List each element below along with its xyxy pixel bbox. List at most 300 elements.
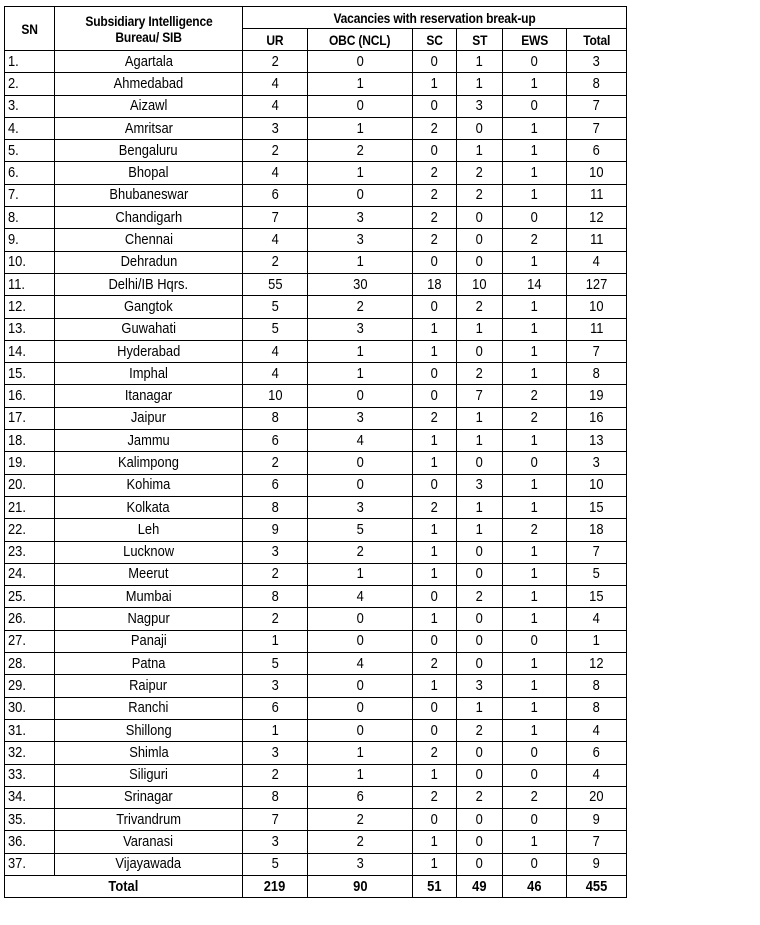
st-cell: 0 bbox=[457, 117, 503, 139]
sc-cell: 0 bbox=[413, 51, 457, 73]
obc-cell: 0 bbox=[308, 385, 413, 407]
ews-cell: 1 bbox=[503, 318, 567, 340]
ews-cell: 0 bbox=[503, 853, 567, 875]
total-cell: 10 bbox=[567, 474, 627, 496]
table-row bbox=[5, 474, 627, 496]
ur-cell: 4 bbox=[243, 340, 308, 362]
ews-cell: 0 bbox=[503, 809, 567, 831]
sn-cell: 25. bbox=[5, 586, 55, 608]
ur-cell: 8 bbox=[243, 407, 308, 429]
sib-cell: Ahmedabad bbox=[55, 73, 243, 95]
total-sc: 51 bbox=[413, 875, 457, 897]
st-cell: 0 bbox=[457, 853, 503, 875]
table-row bbox=[5, 541, 627, 563]
table-row bbox=[5, 430, 627, 452]
sc-cell: 1 bbox=[413, 853, 457, 875]
st-cell: 1 bbox=[457, 697, 503, 719]
st-cell: 0 bbox=[457, 608, 503, 630]
sib-cell: Dehradun bbox=[55, 251, 243, 273]
sn-cell: 9. bbox=[5, 229, 55, 251]
obc-cell: 3 bbox=[308, 229, 413, 251]
total-cell: 11 bbox=[567, 318, 627, 340]
total-row bbox=[5, 875, 627, 897]
total-cell: 7 bbox=[567, 340, 627, 362]
st-cell: 1 bbox=[457, 430, 503, 452]
obc-cell: 4 bbox=[308, 653, 413, 675]
sn-cell: 29. bbox=[5, 675, 55, 697]
obc-cell: 1 bbox=[308, 742, 413, 764]
ews-cell: 1 bbox=[503, 697, 567, 719]
total-label: Total bbox=[5, 875, 243, 897]
sn-cell: 21. bbox=[5, 496, 55, 518]
table-row bbox=[5, 407, 627, 429]
ur-cell: 2 bbox=[243, 251, 308, 273]
st-cell: 0 bbox=[457, 764, 503, 786]
total-cell: 7 bbox=[567, 831, 627, 853]
sn-cell: 6. bbox=[5, 162, 55, 184]
total-cell: 3 bbox=[567, 51, 627, 73]
st-cell: 1 bbox=[457, 51, 503, 73]
table-row bbox=[5, 563, 627, 585]
sc-cell: 1 bbox=[413, 563, 457, 585]
sib-cell: Raipur bbox=[55, 675, 243, 697]
st-cell: 1 bbox=[457, 318, 503, 340]
ur-cell: 4 bbox=[243, 363, 308, 385]
sc-cell: 1 bbox=[413, 73, 457, 95]
ews-cell: 0 bbox=[503, 630, 567, 652]
total-cell: 9 bbox=[567, 853, 627, 875]
sn-cell: 12. bbox=[5, 296, 55, 318]
obc-cell: 0 bbox=[308, 719, 413, 741]
sib-cell: Lucknow bbox=[55, 541, 243, 563]
sn-cell: 14. bbox=[5, 340, 55, 362]
total-cell: 3 bbox=[567, 452, 627, 474]
sn-cell: 16. bbox=[5, 385, 55, 407]
sc-cell: 1 bbox=[413, 430, 457, 452]
sib-cell: Trivandrum bbox=[55, 809, 243, 831]
total-cell: 8 bbox=[567, 73, 627, 95]
sc-header: SC bbox=[413, 29, 457, 51]
sib-cell: Kalimpong bbox=[55, 452, 243, 474]
total-cell: 15 bbox=[567, 496, 627, 518]
total-ews: 46 bbox=[503, 875, 567, 897]
ews-cell: 1 bbox=[503, 117, 567, 139]
obc-cell: 0 bbox=[308, 630, 413, 652]
total-cell: 1 bbox=[567, 630, 627, 652]
obc-cell: 3 bbox=[308, 853, 413, 875]
total-obc: 90 bbox=[308, 875, 413, 897]
sib-cell: Srinagar bbox=[55, 786, 243, 808]
sn-cell: 36. bbox=[5, 831, 55, 853]
total-cell: 8 bbox=[567, 697, 627, 719]
ews-cell: 14 bbox=[503, 273, 567, 295]
obc-cell: 4 bbox=[308, 430, 413, 452]
sib-cell: Imphal bbox=[55, 363, 243, 385]
sn-cell: 11. bbox=[5, 273, 55, 295]
sn-cell: 19. bbox=[5, 452, 55, 474]
sc-cell: 2 bbox=[413, 229, 457, 251]
ews-cell: 1 bbox=[503, 831, 567, 853]
sib-cell: Amritsar bbox=[55, 117, 243, 139]
st-cell: 2 bbox=[457, 296, 503, 318]
ur-cell: 3 bbox=[243, 742, 308, 764]
st-cell: 0 bbox=[457, 207, 503, 229]
sib-cell: Ranchi bbox=[55, 697, 243, 719]
ews-cell: 0 bbox=[503, 207, 567, 229]
obc-cell: 30 bbox=[308, 273, 413, 295]
ur-cell: 7 bbox=[243, 809, 308, 831]
sc-cell: 0 bbox=[413, 586, 457, 608]
sc-cell: 0 bbox=[413, 697, 457, 719]
sib-cell: Nagpur bbox=[55, 608, 243, 630]
ews-cell: 0 bbox=[503, 742, 567, 764]
sib-cell: Kohima bbox=[55, 474, 243, 496]
sib-cell: Itanagar bbox=[55, 385, 243, 407]
ur-cell: 9 bbox=[243, 519, 308, 541]
sc-cell: 2 bbox=[413, 786, 457, 808]
table-row bbox=[5, 608, 627, 630]
obc-cell: 1 bbox=[308, 251, 413, 273]
sn-cell: 28. bbox=[5, 653, 55, 675]
total-cell: 7 bbox=[567, 95, 627, 117]
ur-cell: 7 bbox=[243, 207, 308, 229]
ews-cell: 1 bbox=[503, 608, 567, 630]
sib-cell: Shillong bbox=[55, 719, 243, 741]
sib-header bbox=[55, 7, 243, 51]
obc-cell: 1 bbox=[308, 363, 413, 385]
ur-cell: 55 bbox=[243, 273, 308, 295]
sib-cell: Vijayawada bbox=[55, 853, 243, 875]
total-cell: 16 bbox=[567, 407, 627, 429]
obc-cell: 0 bbox=[308, 474, 413, 496]
ews-cell: 1 bbox=[503, 675, 567, 697]
ur-cell: 1 bbox=[243, 719, 308, 741]
table-row bbox=[5, 630, 627, 652]
table-row bbox=[5, 496, 627, 518]
sc-cell: 2 bbox=[413, 407, 457, 429]
obc-cell: 0 bbox=[308, 51, 413, 73]
total-cell: 15 bbox=[567, 586, 627, 608]
table-row bbox=[5, 140, 627, 162]
table-row bbox=[5, 697, 627, 719]
obc-cell: 1 bbox=[308, 764, 413, 786]
ews-cell: 1 bbox=[503, 340, 567, 362]
sib-cell: Leh bbox=[55, 519, 243, 541]
st-cell: 0 bbox=[457, 229, 503, 251]
st-cell: 1 bbox=[457, 407, 503, 429]
sc-cell: 1 bbox=[413, 541, 457, 563]
total-cell: 12 bbox=[567, 653, 627, 675]
total-cell: 4 bbox=[567, 608, 627, 630]
table-row bbox=[5, 296, 627, 318]
sn-cell: 35. bbox=[5, 809, 55, 831]
table-row bbox=[5, 452, 627, 474]
obc-header: OBC (NCL) bbox=[308, 29, 413, 51]
total-cell: 19 bbox=[567, 385, 627, 407]
total-cell: 12 bbox=[567, 207, 627, 229]
st-cell: 7 bbox=[457, 385, 503, 407]
sn-cell: 20. bbox=[5, 474, 55, 496]
ews-cell: 2 bbox=[503, 407, 567, 429]
sn-cell: 37. bbox=[5, 853, 55, 875]
sc-cell: 0 bbox=[413, 363, 457, 385]
obc-cell: 0 bbox=[308, 184, 413, 206]
sc-cell: 2 bbox=[413, 184, 457, 206]
total-cell: 8 bbox=[567, 675, 627, 697]
sn-cell: 26. bbox=[5, 608, 55, 630]
st-cell: 0 bbox=[457, 742, 503, 764]
table-row bbox=[5, 363, 627, 385]
sc-cell: 1 bbox=[413, 675, 457, 697]
obc-cell: 3 bbox=[308, 496, 413, 518]
total-ur: 219 bbox=[243, 875, 308, 897]
sc-cell: 1 bbox=[413, 764, 457, 786]
st-cell: 0 bbox=[457, 541, 503, 563]
obc-cell: 0 bbox=[308, 675, 413, 697]
ews-cell: 1 bbox=[503, 474, 567, 496]
table-row bbox=[5, 229, 627, 251]
ur-cell: 3 bbox=[243, 541, 308, 563]
total-cell: 127 bbox=[567, 273, 627, 295]
st-cell: 3 bbox=[457, 474, 503, 496]
sib-cell: Bengaluru bbox=[55, 140, 243, 162]
sn-cell: 33. bbox=[5, 764, 55, 786]
sn-cell: 2. bbox=[5, 73, 55, 95]
st-cell: 0 bbox=[457, 452, 503, 474]
st-cell: 2 bbox=[457, 586, 503, 608]
table-row bbox=[5, 586, 627, 608]
sc-cell: 2 bbox=[413, 653, 457, 675]
obc-cell: 2 bbox=[308, 140, 413, 162]
vacancies-header: Vacancies with reservation break-up bbox=[243, 7, 627, 29]
ews-cell: 2 bbox=[503, 385, 567, 407]
st-cell: 0 bbox=[457, 340, 503, 362]
obc-cell: 3 bbox=[308, 318, 413, 340]
sc-cell: 0 bbox=[413, 474, 457, 496]
total-cell: 18 bbox=[567, 519, 627, 541]
ur-cell: 5 bbox=[243, 318, 308, 340]
ur-cell: 3 bbox=[243, 831, 308, 853]
table-row bbox=[5, 73, 627, 95]
sc-cell: 1 bbox=[413, 608, 457, 630]
sib-header-line1: Subsidiary Intelligence bbox=[84, 12, 213, 29]
sn-cell: 1. bbox=[5, 51, 55, 73]
total-cell: 4 bbox=[567, 251, 627, 273]
sib-header-line2: Bureau/ SIB bbox=[115, 28, 182, 45]
sc-cell: 0 bbox=[413, 95, 457, 117]
obc-cell: 4 bbox=[308, 586, 413, 608]
total-cell: 7 bbox=[567, 541, 627, 563]
table-row bbox=[5, 184, 627, 206]
table-row bbox=[5, 764, 627, 786]
sib-cell: Siliguri bbox=[55, 764, 243, 786]
total-cell: 11 bbox=[567, 229, 627, 251]
total-cell: 6 bbox=[567, 140, 627, 162]
ews-cell: 1 bbox=[503, 73, 567, 95]
ews-cell: 1 bbox=[503, 541, 567, 563]
obc-cell: 1 bbox=[308, 162, 413, 184]
table-row bbox=[5, 95, 627, 117]
sn-cell: 3. bbox=[5, 95, 55, 117]
obc-cell: 3 bbox=[308, 207, 413, 229]
sn-cell: 22. bbox=[5, 519, 55, 541]
sn-cell: 13. bbox=[5, 318, 55, 340]
sc-cell: 18 bbox=[413, 273, 457, 295]
ews-cell: 0 bbox=[503, 51, 567, 73]
total-cell: 10 bbox=[567, 296, 627, 318]
sn-cell: 5. bbox=[5, 140, 55, 162]
total-st: 49 bbox=[457, 875, 503, 897]
st-cell: 3 bbox=[457, 675, 503, 697]
obc-cell: 2 bbox=[308, 831, 413, 853]
ews-cell: 1 bbox=[503, 184, 567, 206]
sn-cell: 4. bbox=[5, 117, 55, 139]
sc-cell: 1 bbox=[413, 831, 457, 853]
table-row bbox=[5, 853, 627, 875]
table-row bbox=[5, 207, 627, 229]
table-row bbox=[5, 719, 627, 741]
total-cell: 4 bbox=[567, 764, 627, 786]
obc-cell: 3 bbox=[308, 407, 413, 429]
ur-cell: 4 bbox=[243, 229, 308, 251]
ews-cell: 1 bbox=[503, 496, 567, 518]
obc-cell: 0 bbox=[308, 608, 413, 630]
ur-cell: 6 bbox=[243, 697, 308, 719]
table-row bbox=[5, 809, 627, 831]
ews-cell: 1 bbox=[503, 162, 567, 184]
ews-cell: 0 bbox=[503, 764, 567, 786]
obc-cell: 1 bbox=[308, 117, 413, 139]
sn-cell: 24. bbox=[5, 563, 55, 585]
st-cell: 1 bbox=[457, 73, 503, 95]
sib-cell: Gangtok bbox=[55, 296, 243, 318]
total-cell: 10 bbox=[567, 162, 627, 184]
sn-cell: 18. bbox=[5, 430, 55, 452]
st-cell: 0 bbox=[457, 563, 503, 585]
st-cell: 2 bbox=[457, 786, 503, 808]
ur-cell: 2 bbox=[243, 764, 308, 786]
sib-cell: Mumbai bbox=[55, 586, 243, 608]
ews-cell: 1 bbox=[503, 251, 567, 273]
total-cell: 9 bbox=[567, 809, 627, 831]
obc-cell: 2 bbox=[308, 296, 413, 318]
ews-header: EWS bbox=[503, 29, 567, 51]
table-row bbox=[5, 340, 627, 362]
sn-cell: 17. bbox=[5, 407, 55, 429]
sc-cell: 0 bbox=[413, 251, 457, 273]
st-cell: 2 bbox=[457, 162, 503, 184]
sc-cell: 2 bbox=[413, 207, 457, 229]
sc-cell: 2 bbox=[413, 496, 457, 518]
sc-cell: 0 bbox=[413, 140, 457, 162]
sn-cell: 7. bbox=[5, 184, 55, 206]
sn-cell: 10. bbox=[5, 251, 55, 273]
st-cell: 0 bbox=[457, 809, 503, 831]
ews-cell: 1 bbox=[503, 653, 567, 675]
sn-cell: 32. bbox=[5, 742, 55, 764]
table-row bbox=[5, 51, 627, 73]
ur-cell: 2 bbox=[243, 140, 308, 162]
obc-cell: 2 bbox=[308, 541, 413, 563]
ur-cell: 5 bbox=[243, 296, 308, 318]
sib-cell: Panaji bbox=[55, 630, 243, 652]
obc-cell: 5 bbox=[308, 519, 413, 541]
ur-cell: 8 bbox=[243, 496, 308, 518]
obc-cell: 1 bbox=[308, 340, 413, 362]
sib-cell: Chennai bbox=[55, 229, 243, 251]
ur-cell: 2 bbox=[243, 51, 308, 73]
sib-cell: Chandigarh bbox=[55, 207, 243, 229]
st-cell: 0 bbox=[457, 630, 503, 652]
sib-cell: Bhopal bbox=[55, 162, 243, 184]
ews-cell: 1 bbox=[503, 363, 567, 385]
st-cell: 1 bbox=[457, 140, 503, 162]
obc-cell: 0 bbox=[308, 697, 413, 719]
st-cell: 0 bbox=[457, 831, 503, 853]
sib-cell: Shimla bbox=[55, 742, 243, 764]
st-cell: 0 bbox=[457, 653, 503, 675]
table-body bbox=[5, 51, 627, 876]
st-cell: 1 bbox=[457, 496, 503, 518]
sib-cell: Hyderabad bbox=[55, 340, 243, 362]
table-row bbox=[5, 117, 627, 139]
vacancy-table bbox=[4, 6, 627, 898]
sn-cell: 8. bbox=[5, 207, 55, 229]
sc-cell: 1 bbox=[413, 318, 457, 340]
ews-cell: 0 bbox=[503, 452, 567, 474]
table-row bbox=[5, 251, 627, 273]
ews-cell: 1 bbox=[503, 296, 567, 318]
sib-cell: Varanasi bbox=[55, 831, 243, 853]
total-total: 455 bbox=[567, 875, 627, 897]
ews-cell: 1 bbox=[503, 586, 567, 608]
sib-cell: Guwahati bbox=[55, 318, 243, 340]
table-row bbox=[5, 519, 627, 541]
ews-cell: 1 bbox=[503, 563, 567, 585]
ur-cell: 1 bbox=[243, 630, 308, 652]
sc-cell: 0 bbox=[413, 630, 457, 652]
sib-cell: Bhubaneswar bbox=[55, 184, 243, 206]
table-row bbox=[5, 742, 627, 764]
ur-cell: 4 bbox=[243, 95, 308, 117]
sib-cell: Jammu bbox=[55, 430, 243, 452]
ur-cell: 10 bbox=[243, 385, 308, 407]
sn-cell: 15. bbox=[5, 363, 55, 385]
total-cell: 8 bbox=[567, 363, 627, 385]
table-row bbox=[5, 162, 627, 184]
sn-cell: 31. bbox=[5, 719, 55, 741]
ur-cell: 3 bbox=[243, 117, 308, 139]
total-cell: 20 bbox=[567, 786, 627, 808]
total-cell: 7 bbox=[567, 117, 627, 139]
ur-cell: 6 bbox=[243, 474, 308, 496]
ews-cell: 1 bbox=[503, 719, 567, 741]
table-row bbox=[5, 831, 627, 853]
sn-cell: 30. bbox=[5, 697, 55, 719]
ur-cell: 2 bbox=[243, 608, 308, 630]
total-cell: 5 bbox=[567, 563, 627, 585]
sn-cell: 27. bbox=[5, 630, 55, 652]
st-cell: 2 bbox=[457, 719, 503, 741]
ews-cell: 2 bbox=[503, 519, 567, 541]
sib-cell: Patna bbox=[55, 653, 243, 675]
table-row bbox=[5, 273, 627, 295]
st-cell: 3 bbox=[457, 95, 503, 117]
st-cell: 2 bbox=[457, 184, 503, 206]
obc-cell: 6 bbox=[308, 786, 413, 808]
obc-cell: 1 bbox=[308, 73, 413, 95]
st-cell: 1 bbox=[457, 519, 503, 541]
